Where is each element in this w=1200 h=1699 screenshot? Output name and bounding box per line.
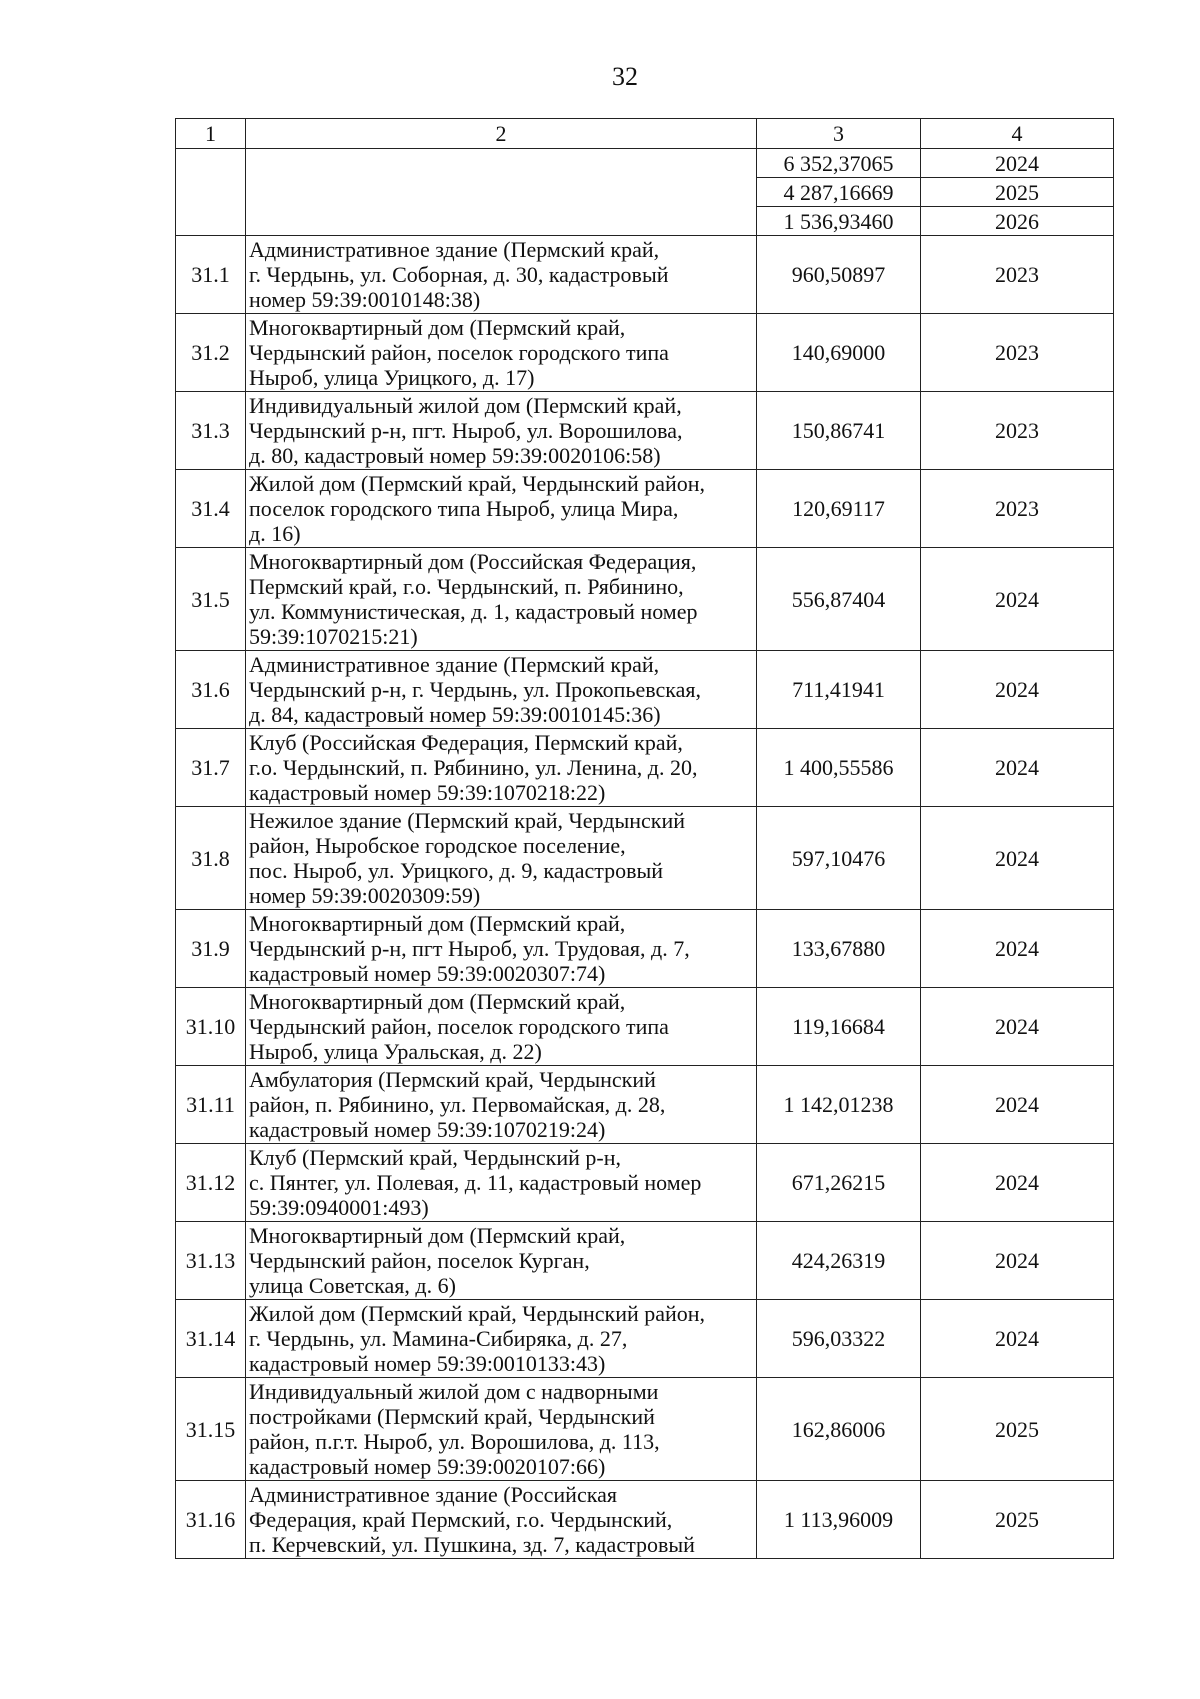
summary-empty-desc [246, 149, 757, 236]
row-number: 31.8 [176, 807, 246, 910]
table-row [176, 1144, 1114, 1222]
row-year: 2023 [921, 470, 1114, 548]
row-number: 31.14 [176, 1300, 246, 1378]
table-row [176, 910, 1114, 988]
table-row [176, 988, 1114, 1066]
row-number: 31.3 [176, 392, 246, 470]
data-table [175, 118, 1114, 1559]
summary-amount: 1 536,93460 [757, 207, 921, 236]
row-description: Административное здание (Пермский край, г. Чердынь, ул. Соборная, д. 30, кадастровый номер 59:39:0010148:38) [246, 236, 757, 314]
table-row [176, 1481, 1114, 1559]
summary-row [176, 149, 1114, 178]
row-year: 2025 [921, 1481, 1114, 1559]
row-number: 31.11 [176, 1066, 246, 1144]
row-amount: 960,50897 [757, 236, 921, 314]
row-year: 2024 [921, 651, 1114, 729]
table-row [176, 236, 1114, 314]
row-description: Многоквартирный дом (Пермский край, Чердынский р-н, пгт Ныроб, ул. Трудовая, д. 7, кадастровый номер 59:39:0020307:74) [246, 910, 757, 988]
row-amount: 711,41941 [757, 651, 921, 729]
table-row [176, 548, 1114, 651]
row-number: 31.6 [176, 651, 246, 729]
row-number: 31.15 [176, 1378, 246, 1481]
table-row [176, 1300, 1114, 1378]
row-number: 31.9 [176, 910, 246, 988]
row-amount: 597,10476 [757, 807, 921, 910]
row-description: Индивидуальный жилой дом с надворными постройками (Пермский край, Чердынский район, п.г.т. Ныроб, ул. Ворошилова, д. 113, кадастровый номер 59:39:0020107:66) [246, 1378, 757, 1481]
row-description: Индивидуальный жилой дом (Пермский край, Чердынский р-н, пгт. Ныроб, ул. Ворошилова, д. 80, кадастровый номер 59:39:0020106:58) [246, 392, 757, 470]
row-number: 31.5 [176, 548, 246, 651]
row-amount: 140,69000 [757, 314, 921, 392]
row-description: Многоквартирный дом (Пермский край, Чердынский район, поселок городского типа Ныроб, улица Уральская, д. 22) [246, 988, 757, 1066]
row-year: 2024 [921, 1222, 1114, 1300]
row-number: 31.1 [176, 236, 246, 314]
table-row [176, 470, 1114, 548]
row-description: Многоквартирный дом (Пермский край, Чердынский район, поселок Курган, улица Советская, д. 6) [246, 1222, 757, 1300]
table-header-row [176, 119, 1114, 149]
header-col-4: 4 [921, 119, 1114, 149]
row-amount: 150,86741 [757, 392, 921, 470]
table-row [176, 729, 1114, 807]
row-year: 2023 [921, 314, 1114, 392]
row-year: 2024 [921, 1300, 1114, 1378]
row-year: 2023 [921, 392, 1114, 470]
row-year: 2024 [921, 807, 1114, 910]
row-number: 31.12 [176, 1144, 246, 1222]
row-number: 31.13 [176, 1222, 246, 1300]
row-amount: 424,26319 [757, 1222, 921, 1300]
row-description: Амбулатория (Пермский край, Чердынский район, п. Рябинино, ул. Первомайская, д. 28, кадастровый номер 59:39:1070219:24) [246, 1066, 757, 1144]
table-row [176, 1378, 1114, 1481]
row-amount: 119,16684 [757, 988, 921, 1066]
summary-empty-num [176, 149, 246, 236]
table-row [176, 1066, 1114, 1144]
row-amount: 596,03322 [757, 1300, 921, 1378]
table-row [176, 1222, 1114, 1300]
row-amount: 1 142,01238 [757, 1066, 921, 1144]
row-number: 31.2 [176, 314, 246, 392]
row-year: 2025 [921, 1378, 1114, 1481]
summary-year: 2024 [921, 149, 1114, 178]
row-description: Многоквартирный дом (Российская Федерация, Пермский край, г.о. Чердынский, п. Рябинино, ул. Коммунистическая, д. 1, кадастровый номер 59:39:1070215:21) [246, 548, 757, 651]
row-amount: 1 113,96009 [757, 1481, 921, 1559]
row-year: 2024 [921, 1144, 1114, 1222]
table-row [176, 392, 1114, 470]
row-description: Административное здание (Пермский край, Чердынский р-н, г. Чердынь, ул. Прокопьевская, д. 84, кадастровый номер 59:39:0010145:36) [246, 651, 757, 729]
table-row [176, 651, 1114, 729]
summary-amount: 6 352,37065 [757, 149, 921, 178]
header-col-3: 3 [757, 119, 921, 149]
row-year: 2023 [921, 236, 1114, 314]
row-description: Клуб (Российская Федерация, Пермский край, г.о. Чердынский, п. Рябинино, ул. Ленина, д. 20, кадастровый номер 59:39:1070218:22) [246, 729, 757, 807]
row-number: 31.7 [176, 729, 246, 807]
header-col-2: 2 [246, 119, 757, 149]
row-year: 2024 [921, 910, 1114, 988]
row-amount: 133,67880 [757, 910, 921, 988]
table-row [176, 314, 1114, 392]
summary-amount: 4 287,16669 [757, 178, 921, 207]
row-amount: 556,87404 [757, 548, 921, 651]
row-amount: 1 400,55586 [757, 729, 921, 807]
summary-year: 2026 [921, 207, 1114, 236]
row-number: 31.10 [176, 988, 246, 1066]
page-number: 32 [612, 62, 638, 91]
row-number: 31.4 [176, 470, 246, 548]
row-description: Многоквартирный дом (Пермский край, Чердынский район, поселок городского типа Ныроб, улица Урицкого, д. 17) [246, 314, 757, 392]
row-amount: 162,86006 [757, 1378, 921, 1481]
row-year: 2024 [921, 729, 1114, 807]
row-description: Жилой дом (Пермский край, Чердынский район, г. Чердынь, ул. Мамина-Сибиряка, д. 27, кадастровый номер 59:39:0010133:43) [246, 1300, 757, 1378]
header-col-1: 1 [176, 119, 246, 149]
row-year: 2024 [921, 1066, 1114, 1144]
row-amount: 671,26215 [757, 1144, 921, 1222]
summary-year: 2025 [921, 178, 1114, 207]
table-row [176, 807, 1114, 910]
row-number: 31.16 [176, 1481, 246, 1559]
row-description: Административное здание (Российская Федерация, край Пермский, г.о. Чердынский, п. Керчевский, ул. Пушкина, зд. 7, кадастровый [246, 1481, 757, 1559]
row-description: Клуб (Пермский край, Чердынский р-н, с. Пянтег, ул. Полевая, д. 11, кадастровый номер 59:39:0940001:493) [246, 1144, 757, 1222]
row-amount: 120,69117 [757, 470, 921, 548]
row-year: 2024 [921, 548, 1114, 651]
row-description: Нежилое здание (Пермский край, Чердынский район, Ныробское городское поселение, пос. Ныроб, ул. Урицкого, д. 9, кадастровый номер 59:39:0020309:59) [246, 807, 757, 910]
row-year: 2024 [921, 988, 1114, 1066]
row-description: Жилой дом (Пермский край, Чердынский район, поселок городского типа Ныроб, улица Мира, д. 16) [246, 470, 757, 548]
